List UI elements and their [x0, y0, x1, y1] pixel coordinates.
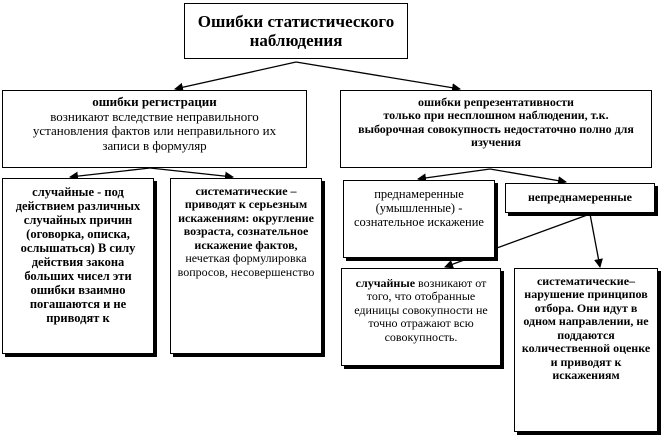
arrow-representativeness-to-intentional [418, 169, 490, 179]
representativeness-random-node [341, 268, 501, 366]
registration-systematic-node [170, 178, 322, 354]
arrow-registration-to-random [70, 168, 150, 177]
registration-errors-node [2, 90, 307, 168]
registration-random-text: - под действием различных случайных причин (оговорка, описка, ослышаться) В силу действия закона больших чисел эти ошибки взаимно погашаются и не приводят к [15, 185, 141, 325]
representativeness-systematic-term: систематические [536, 274, 630, 288]
arrow-registration-to-systematic [150, 168, 233, 177]
registration-systematic-bold-text: – приводят к серьезным искажениям: округление возраста, сознательное искажение фактов, [178, 184, 314, 252]
representativeness-intentional-text: преднамеренные (умышленные) - сознательное искажение [354, 187, 484, 229]
registration-random-term: случайные [32, 185, 94, 199]
representativeness-systematic-node [514, 268, 658, 432]
root-node [184, 3, 408, 59]
representativeness-random-text: возникают от того, что отобранные единицы совокупности не точно отражают всю совокупность. [354, 276, 488, 344]
representativeness-systematic-text: – нарушение принципов отбора. Они идут в одном направлении, не поддаются количественной оценке и приводят к искажениям [521, 274, 651, 383]
arrow-representativeness-to-unintentional [490, 169, 566, 182]
representativeness-description: только при несплошном наблюдении, т.к. выборочная совокупность недостаточно полно для изучения [358, 108, 634, 150]
representativeness-unintentional-text: непреднамеренные [527, 190, 632, 205]
representativeness-unintentional-node [505, 183, 655, 213]
registration-random-node [2, 178, 154, 354]
registration-description: возникают вследствие неправильного установления фактов или неправильного их записи в формуляр [32, 108, 277, 153]
registration-systematic-term: систематические [195, 184, 288, 198]
representativeness-random-term: случайные [355, 276, 416, 290]
representativeness-title: ошибки репрезентативности [418, 95, 574, 109]
representativeness-errors-node [340, 90, 652, 168]
root-title: Ошибки статистического наблюдения [197, 11, 395, 50]
registration-title: ошибки регистрации [92, 94, 217, 109]
arrow-unintentional-to-systematic [590, 214, 600, 267]
arrow-root-to-registration [175, 62, 296, 89]
registration-systematic-normal-text: нечеткая формулировка вопросов, несовершенство [177, 251, 315, 279]
arrow-root-to-representativeness [296, 62, 460, 89]
representativeness-intentional-node [343, 180, 495, 258]
